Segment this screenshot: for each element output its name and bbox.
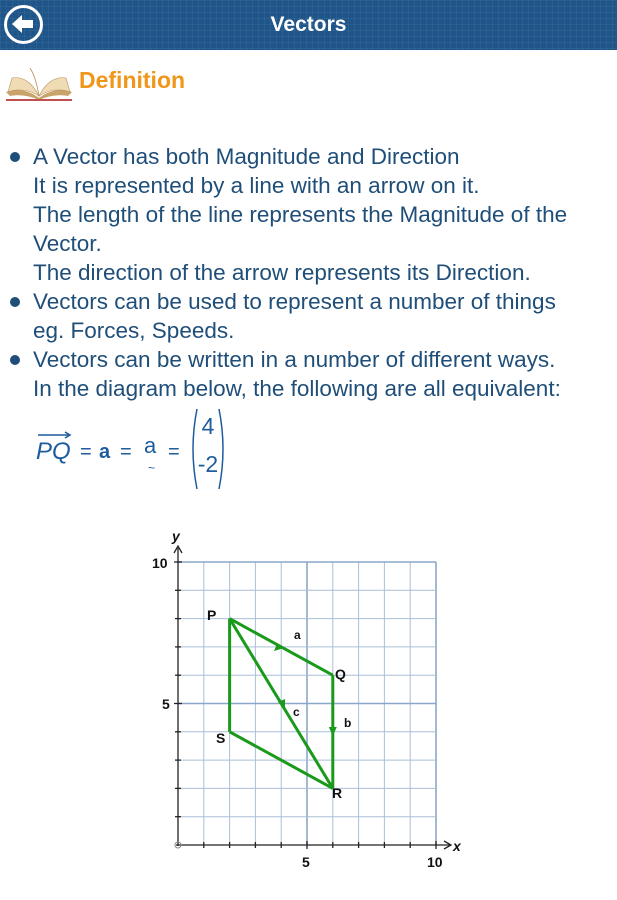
bullet-text: Vectors can be written in a number of different ways. [33, 347, 556, 372]
bold-vector-a: a [99, 441, 111, 463]
page-title: Vectors [270, 13, 347, 36]
direction-arrow-icons [274, 644, 337, 736]
vector-diagram [140, 525, 470, 875]
grid [178, 562, 436, 845]
bullet-text: It is represented by a line with an arrow on it. [33, 173, 480, 198]
svg-text:10: 10 [427, 854, 443, 870]
app-header [0, 0, 617, 50]
svg-text:P: P [207, 607, 217, 623]
svg-text:y: y [172, 528, 180, 544]
svg-text:10: 10 [152, 555, 168, 571]
bullet-text: The direction of the arrow represents its Direction. [33, 260, 531, 285]
bullet-dot-icon [10, 297, 20, 307]
column-vector [188, 407, 228, 491]
bullet-text: Vector. [33, 231, 102, 256]
bullet-text: The length of the line represents the Magnitude of the [33, 202, 568, 227]
section-title: Definition [79, 67, 186, 93]
svg-text:R: R [332, 785, 343, 801]
svg-text:S: S [216, 730, 226, 746]
svg-text:5: 5 [162, 696, 170, 712]
bullet-text: eg. Forces, Speeds. [33, 318, 235, 343]
bullet-text: Vectors can be used to represent a number of things [33, 289, 556, 314]
bullet-dot-icon [10, 355, 20, 365]
column-bottom-value: -2 [197, 451, 219, 477]
axes [174, 546, 451, 849]
bullet-item [10, 345, 617, 403]
column-top-value: 4 [201, 413, 215, 439]
definition-list [10, 142, 617, 403]
bullet-item [10, 142, 617, 287]
svg-text:a: a [294, 628, 301, 642]
bullet-dot-icon [10, 152, 20, 162]
equals-sign: = [120, 441, 132, 463]
equals-sign: = [80, 441, 92, 463]
svg-text:b: b [344, 716, 352, 730]
tilde-mark: ~ [148, 461, 156, 475]
underlined-vector-a: a [144, 433, 157, 458]
open-book-icon [4, 66, 74, 102]
svg-text:c: c [293, 705, 300, 719]
equals-sign: = [168, 441, 180, 463]
bullet-item [10, 287, 617, 345]
svg-text:Q: Q [335, 666, 346, 682]
svg-text:x: x [453, 838, 461, 854]
bullet-text: In the diagram below, the following are all equivalent: [33, 376, 561, 401]
svg-text:5: 5 [302, 854, 310, 870]
vector-pq: PQ [36, 438, 71, 465]
bullet-text: A Vector has both Magnitude and Direction [33, 144, 460, 169]
